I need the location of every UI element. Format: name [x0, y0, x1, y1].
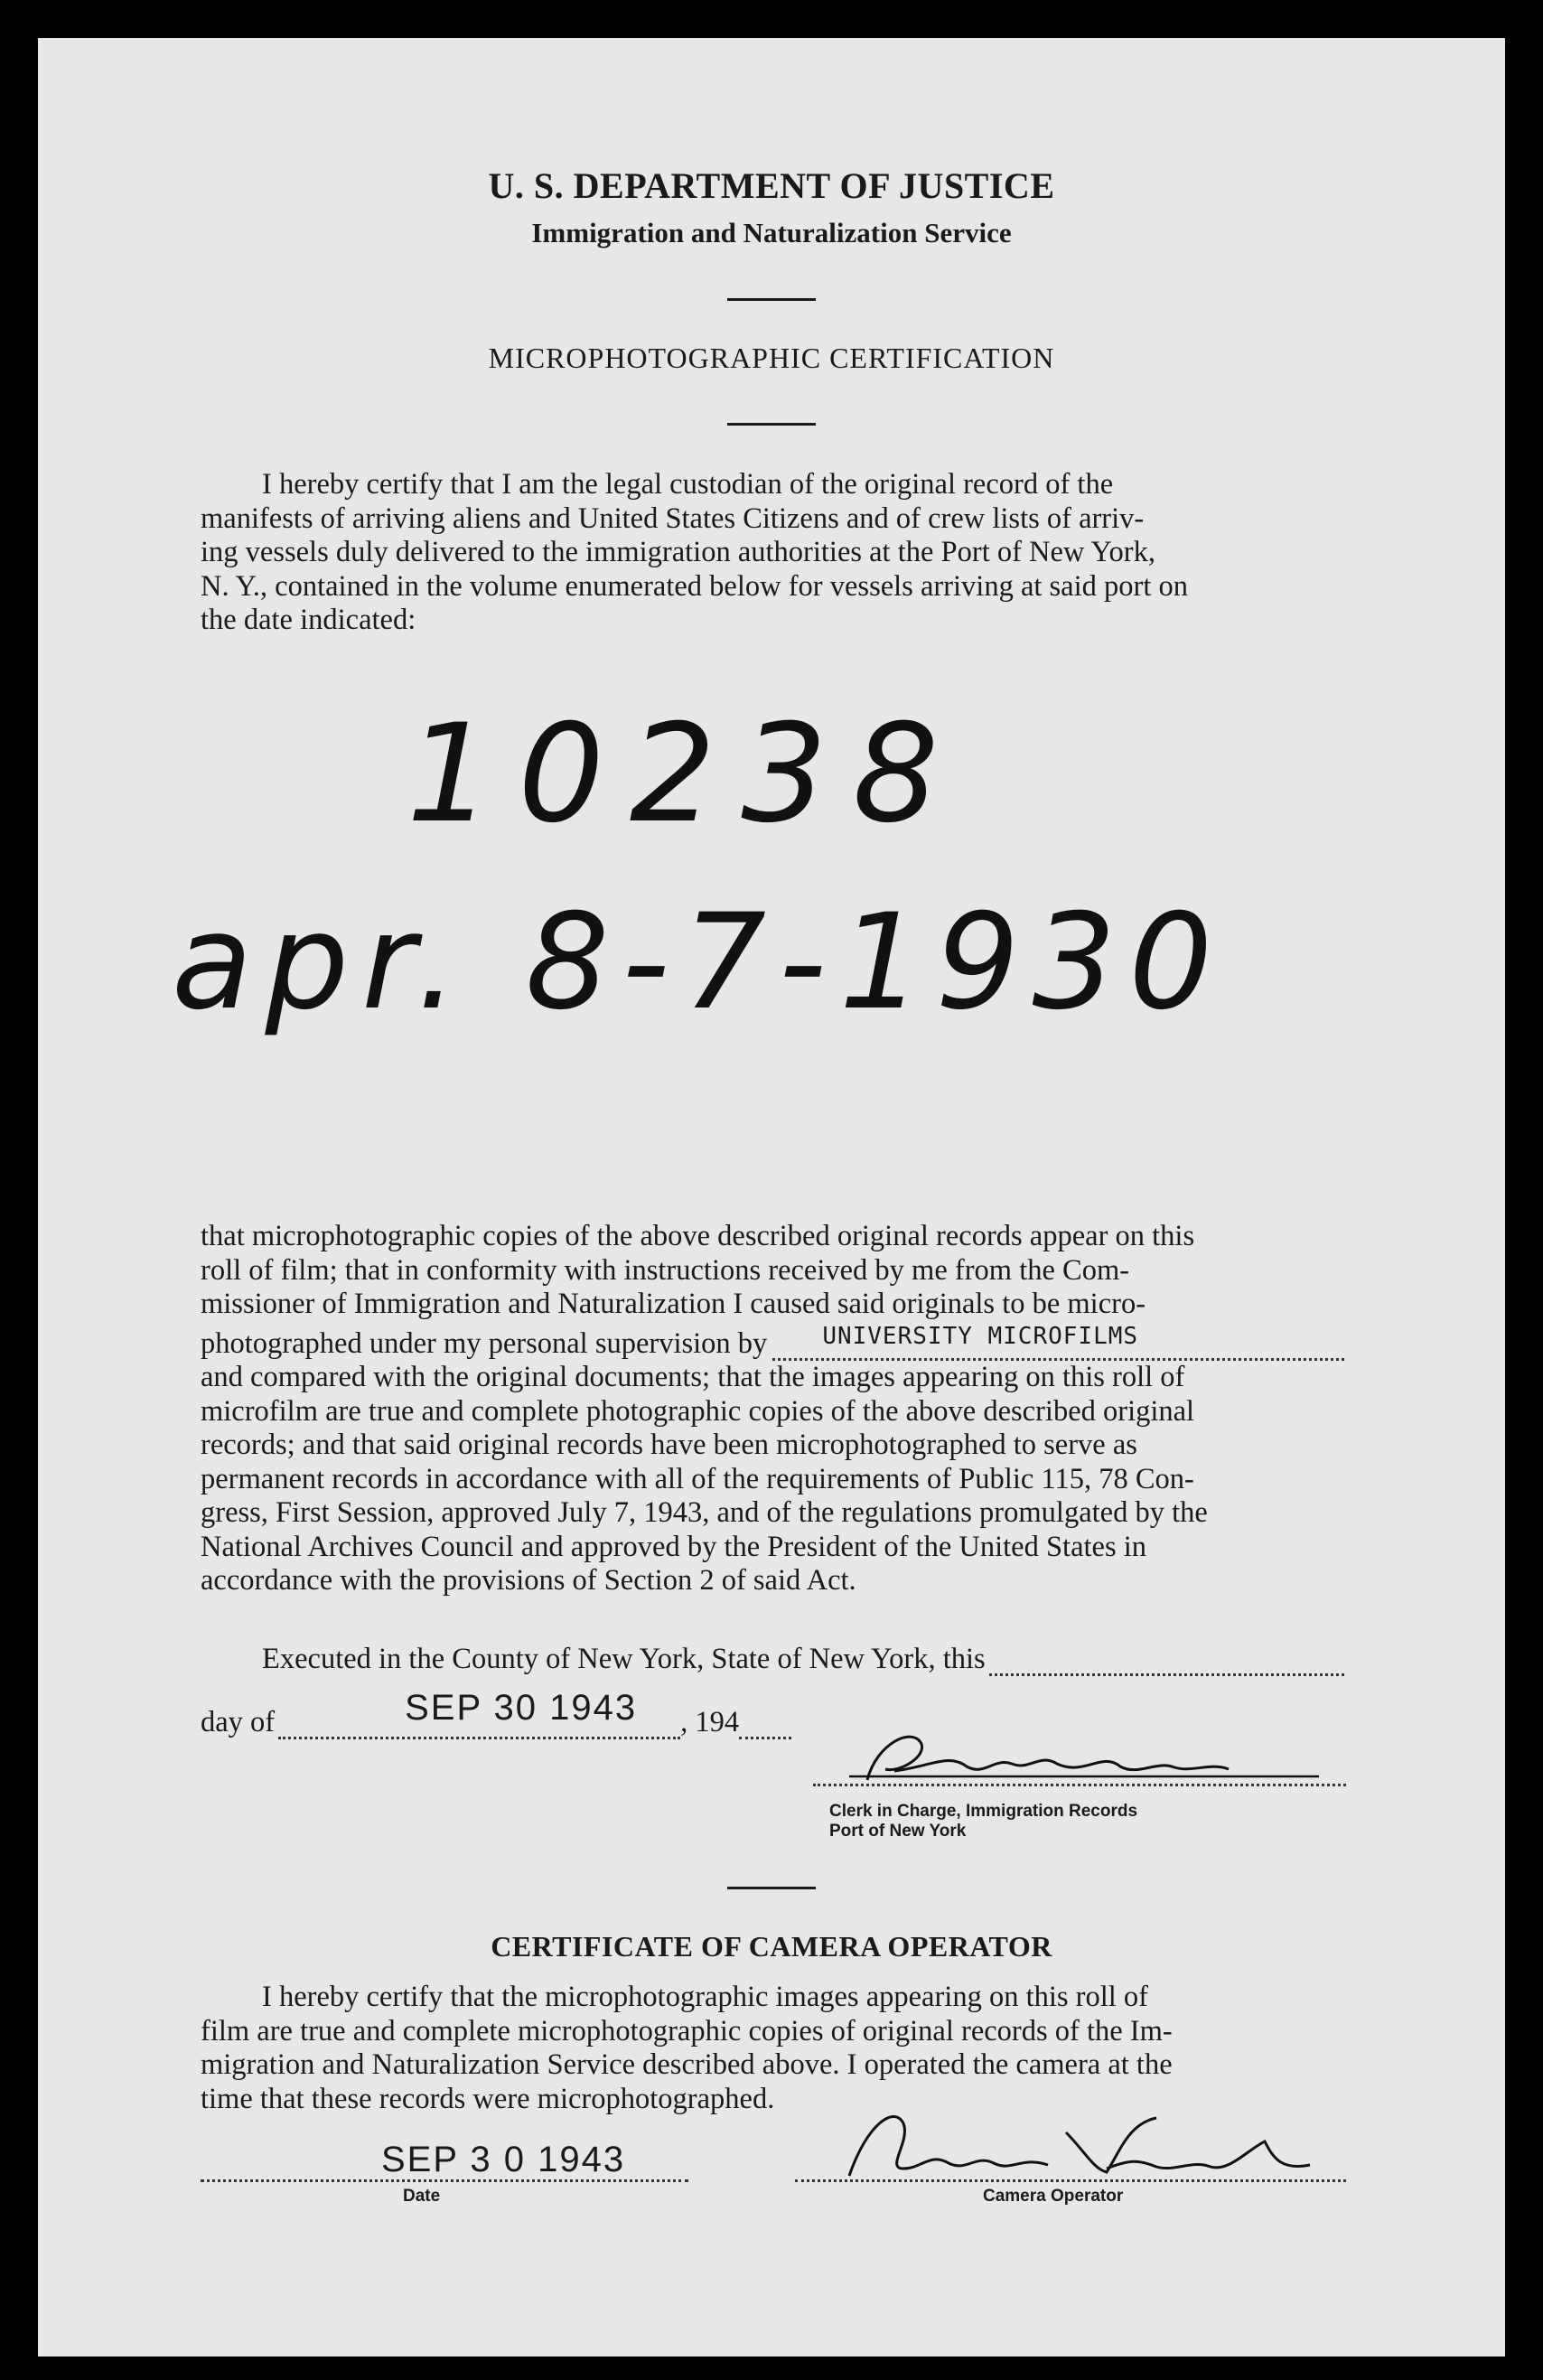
- body-line: missioner of Immigration and Naturalization I caused said originals to be micro-: [201, 1288, 1146, 1320]
- service-subheading: Immigration and Naturalization Service: [531, 217, 1012, 248]
- divider-title: [727, 423, 816, 426]
- body-line: gress, First Session, approved July 7, 1943, and of the regulations promulgated by the: [201, 1496, 1208, 1529]
- clerk-title: Clerk in Charge, Immigration Records: [829, 1802, 1138, 1821]
- photographed-by-label: photographed under my personal supervision by: [201, 1326, 768, 1360]
- executed-text: Executed in the County of New York, State of New York, this: [262, 1643, 986, 1675]
- camera-operator-label: Camera Operator: [983, 2187, 1124, 2206]
- body-line: permanent records in accordance with all of the requirements of Public 115, 78 Con-: [201, 1462, 1194, 1495]
- body-line: National Archives Council and approved by the President of the United States in: [201, 1530, 1146, 1563]
- camera-line: time that these records were microphotographed.: [201, 2082, 775, 2115]
- divider-top: [727, 298, 816, 301]
- date-label: Date: [403, 2187, 441, 2206]
- intro-line: the date indicated:: [201, 604, 416, 636]
- body-line: records; and that said original records have been microphotographed to serve as: [201, 1429, 1137, 1461]
- intro-line: ing vessels duly delivered to the immigration authorities at the Port of New York,: [201, 536, 1155, 568]
- executed-blank: [989, 1652, 1344, 1676]
- intro-line: I hereby certify that I am the legal custodian of the original record of the: [262, 468, 1114, 501]
- intro-line: manifests of arriving aliens and United States Citizens and of crew lists of arriv-: [201, 501, 1145, 535]
- handwritten-volume-number: 10238: [407, 696, 965, 853]
- day-of-label: day of: [201, 1706, 276, 1738]
- document-title: MICROPHOTOGRAPHIC CERTIFICATION: [488, 342, 1055, 374]
- divider-camera: [727, 1887, 816, 1889]
- clerk-port: Port of New York: [829, 1822, 967, 1841]
- clerk-signature-area: [813, 1717, 1346, 1789]
- body-line: that microphotographic copies of the above described original records appear on this: [201, 1220, 1195, 1252]
- photographed-by-field: [772, 1323, 1344, 1361]
- camera-date-stamp: SEP 3 0 1943: [381, 2140, 626, 2179]
- day-of-stamp: SEP 30 1943: [405, 1688, 638, 1728]
- day-of-line: [201, 1688, 833, 1739]
- camera-line: I hereby certify that the microphotographic images appearing on this roll of: [262, 1981, 1148, 2013]
- camera-line: film are true and complete microphotographic copies of original records of the Im-: [201, 2014, 1173, 2047]
- camera-certificate-title: CERTIFICATE OF CAMERA OPERATOR: [491, 1930, 1052, 1963]
- camera-certificate-paragraph: [201, 1981, 1344, 2116]
- photographed-by-line: [201, 1323, 1344, 1362]
- intro-paragraph: [201, 468, 1344, 638]
- year-blank: [739, 1715, 791, 1739]
- handwritten-arrival-date: apr. 8-7-1930: [172, 885, 1226, 1039]
- body-line: microfilm are true and complete photographic copies of the above described original: [201, 1394, 1195, 1428]
- intro-line: N. Y., contained in the volume enumerated below for vessels arriving at said port on: [201, 569, 1188, 603]
- clerk-signature-line: [813, 1784, 1346, 1786]
- operator-signature-line: [795, 2158, 1346, 2182]
- camera-line: migration and Naturalization Service described above. I operated the camera at the: [201, 2048, 1173, 2081]
- executed-line: [262, 1643, 1344, 1676]
- day-of-field: [278, 1688, 680, 1739]
- camera-date-field: [201, 2140, 688, 2182]
- department-heading: U. S. DEPARTMENT OF JUSTICE: [488, 165, 1055, 206]
- clerk-signature-graphic: [813, 1717, 1346, 1789]
- body-line: accordance with the provisions of Section 2 of said Act.: [201, 1564, 856, 1597]
- photographed-by-value: UNIVERSITY MICROFILMS: [822, 1323, 1139, 1350]
- year-prefix: , 194: [680, 1706, 740, 1738]
- body-line: and compared with the original documents; that the images appearing on this roll of: [201, 1361, 1185, 1393]
- certification-body: [201, 1220, 1344, 1598]
- body-line: roll of film; that in conformity with instructions received by me from the Com-: [201, 1253, 1130, 1287]
